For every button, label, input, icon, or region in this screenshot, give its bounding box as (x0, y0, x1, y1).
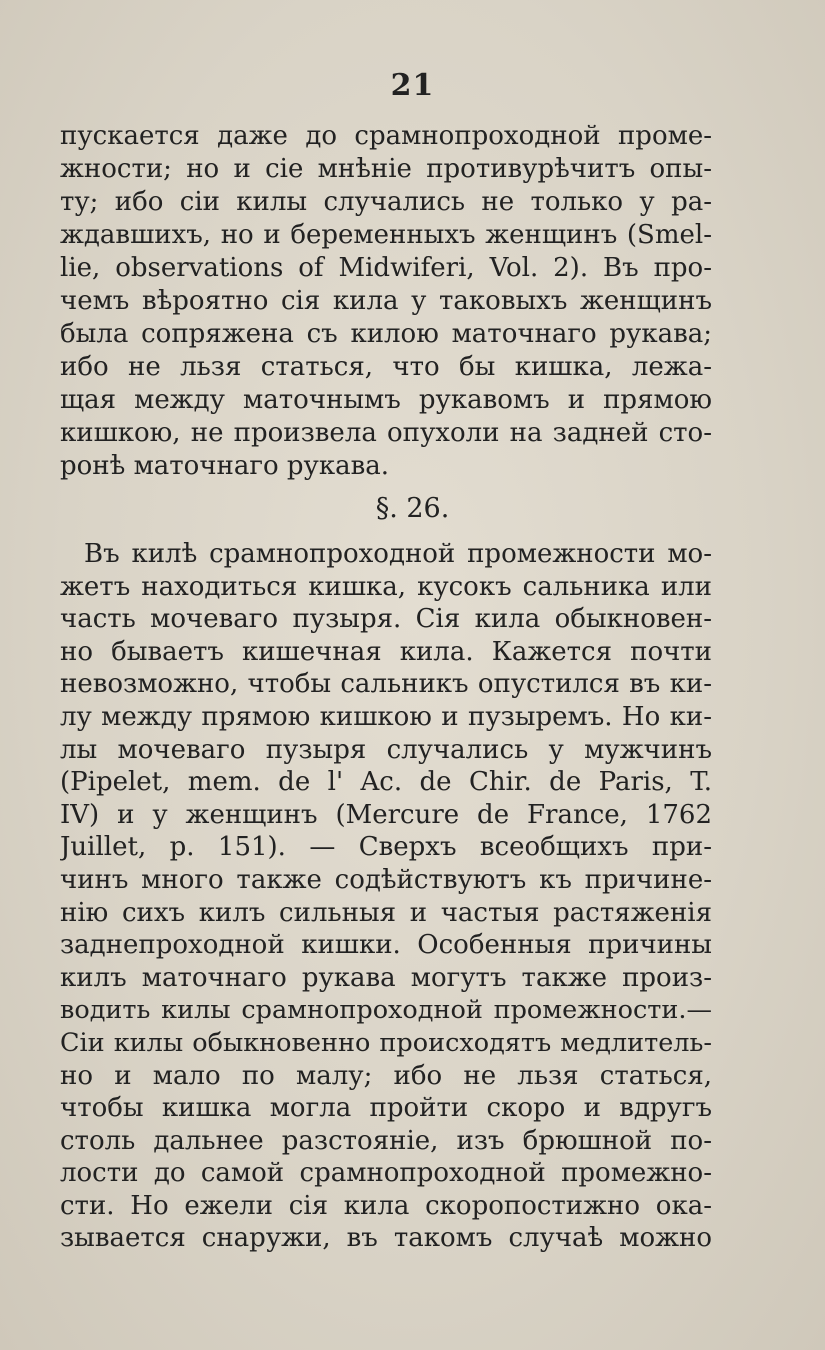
text-line: ждавшихъ, но и беременныхъ женщинъ (Smel- (60, 220, 712, 250)
text-line: ту; ибо сіи килы случались не только у ра- (60, 187, 712, 217)
text-line: чтобы кишка могла пройти скоро и вдругъ (60, 1093, 712, 1124)
text-line: пускается даже до срамнопроходной проме- (60, 121, 712, 151)
text-line: чинъ много также содѣйствуютъ къ причине- (60, 864, 712, 895)
text-line: lie, observations of Midwiferi, Vol. 2). Въ про- (60, 253, 712, 283)
text-line: столь дальнее разстояніе, изъ брюшной по- (60, 1125, 712, 1156)
paragraph-continued (60, 120, 712, 483)
paragraph-section-26 (60, 538, 712, 1255)
text-line: жетъ находиться кишка, кусокъ сальника или (60, 571, 712, 602)
text-line: IV) и у женщинъ (Mercure de France, 1762 (60, 799, 712, 830)
text-line: лу между прямою кишкою и пузыремъ. Но ки- (60, 701, 712, 732)
text-line: (Pipelet, mem. de l' Ac. de Chir. de Paris, T. (60, 767, 712, 798)
text-line: но и мало по малу; ибо не льзя статься, (60, 1060, 712, 1091)
text-line: нію сихъ килъ сильныя и частыя растяженія (60, 897, 712, 928)
text-line: водить килы срамнопроходной промежности.— (60, 995, 712, 1026)
section-heading: §. 26. (375, 493, 450, 524)
text-line: заднепроходной кишки. Особенныя причины (60, 930, 712, 961)
text-line: лы мочеваго пузыря случались у мужчинъ (60, 734, 712, 765)
text-line: килъ маточнаго рукава могутъ также произ- (60, 962, 712, 993)
text-line: часть мочеваго пузыря. Сія кила обыкновен- (60, 604, 712, 635)
text-line: Въ килѣ срамнопроходной промежности мо- (84, 539, 712, 569)
text-line: чемъ вѣроятно сія кила у таковыхъ женщинъ (60, 286, 712, 316)
text-line: сти. Но ежели сія кила скоропостижно ока- (60, 1190, 712, 1221)
text-line: но бываетъ кишечная кила. Кажется почти (60, 636, 712, 667)
text-line: невозможно, чтобы сальникъ опустился въ ки- (60, 669, 712, 700)
text-line: кишкою, не произвела опухоли на задней сто- (60, 418, 712, 448)
text-line: лости до самой срамнопроходной промежно- (60, 1158, 712, 1189)
page-number: 21 (390, 68, 435, 103)
text-line: жности; но и сіе мнѣніе противурѣчитъ опы- (60, 154, 712, 184)
text-line: ронѣ маточнаго рукава. (60, 451, 389, 481)
text-line: зывается снаружи, въ такомъ случаѣ можно (60, 1223, 712, 1254)
text-line: Сіи килы обыкновенно происходятъ медлитель- (60, 1027, 712, 1058)
text-line: ибо не льзя статься, что бы кишка, лежа- (60, 352, 712, 382)
text-line: была сопряжена съ килою маточнаго рукава; (60, 319, 712, 349)
text-line: Juillet, p. 151). — Сверхъ всеобщихъ при- (60, 832, 712, 863)
text-line: щая между маточнымъ рукавомъ и прямою (60, 385, 712, 415)
